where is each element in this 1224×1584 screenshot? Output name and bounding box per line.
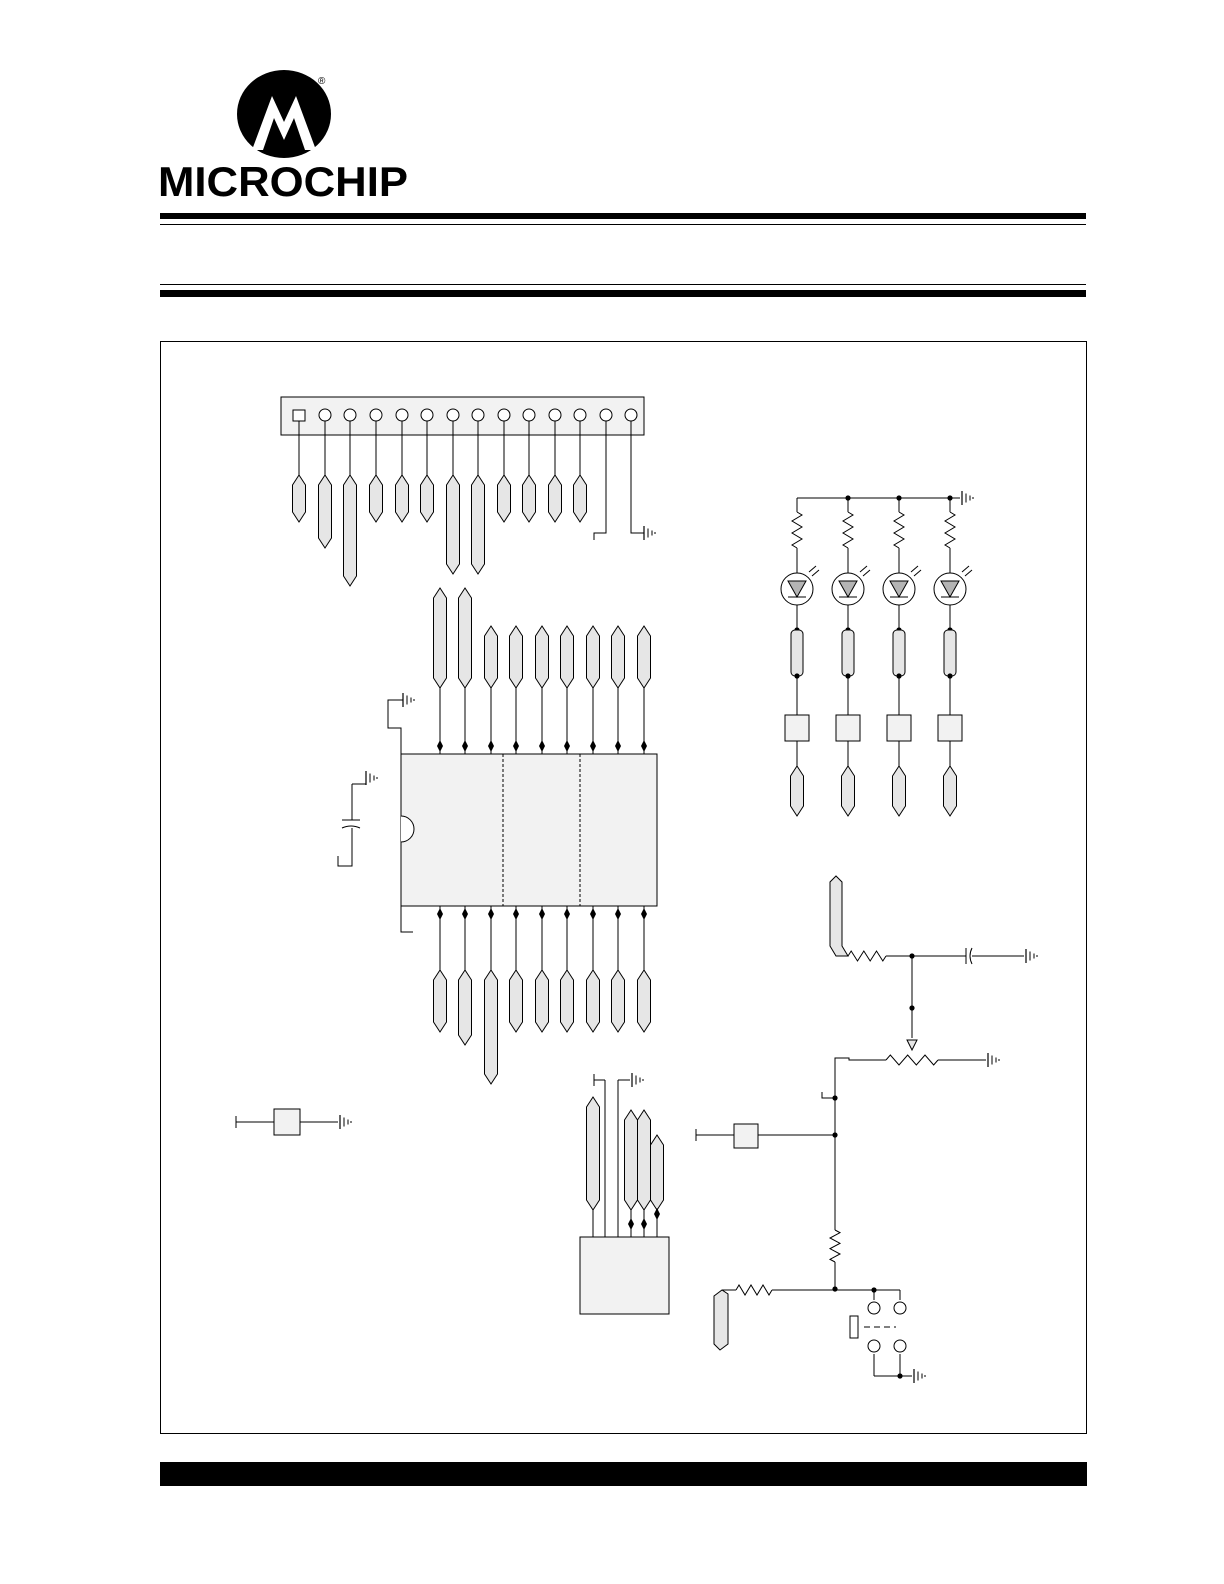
pin-marker bbox=[488, 740, 494, 752]
header-pin bbox=[396, 409, 408, 421]
switch-contact bbox=[868, 1302, 880, 1314]
net-label-flag bbox=[651, 1135, 664, 1210]
net-label-flag bbox=[561, 970, 574, 1032]
led-buffer-box bbox=[938, 715, 962, 741]
pin-marker bbox=[462, 908, 468, 920]
wire bbox=[594, 421, 606, 540]
net-label-flag bbox=[638, 626, 651, 688]
net-label-flag bbox=[485, 626, 498, 688]
net-label-flag bbox=[344, 475, 357, 586]
series-resistor bbox=[944, 630, 956, 676]
led-bank bbox=[781, 491, 973, 816]
net-label-flag bbox=[459, 588, 472, 688]
led-buffer-box bbox=[785, 715, 809, 741]
ground-symbol bbox=[632, 1073, 643, 1087]
net-label-flag bbox=[523, 475, 536, 522]
net-label-flag bbox=[319, 475, 332, 548]
aux-buffer-box bbox=[274, 1109, 300, 1135]
ground-symbol bbox=[988, 1053, 999, 1067]
header-pin bbox=[600, 409, 612, 421]
ground-symbol bbox=[914, 1369, 925, 1383]
series-resistor bbox=[893, 630, 905, 676]
led-arrow bbox=[965, 570, 972, 576]
footer-bar bbox=[160, 1462, 1087, 1486]
pin-marker bbox=[628, 1218, 634, 1230]
switch-contact bbox=[868, 1340, 880, 1352]
series-resistor bbox=[791, 630, 803, 676]
net-label-flag bbox=[485, 970, 498, 1084]
header-pin bbox=[574, 409, 586, 421]
analog-section bbox=[696, 876, 1037, 1383]
net-label-flag bbox=[536, 970, 549, 1032]
pin-marker bbox=[654, 1208, 660, 1220]
wire bbox=[401, 906, 413, 932]
resistor bbox=[843, 512, 853, 548]
ground-symbol bbox=[1026, 949, 1037, 963]
net-label-flag bbox=[587, 626, 600, 688]
wire bbox=[835, 1058, 886, 1120]
net-label-flag bbox=[638, 1110, 651, 1210]
header-pin bbox=[370, 409, 382, 421]
pin-marker bbox=[590, 908, 596, 920]
led-arrow bbox=[812, 570, 819, 576]
resistor bbox=[830, 1230, 840, 1262]
programming-connector bbox=[580, 1237, 669, 1314]
net-label-flag bbox=[574, 475, 587, 522]
net-label-flag bbox=[498, 475, 511, 522]
ground-symbol bbox=[644, 526, 655, 540]
junction-dot bbox=[832, 1132, 837, 1137]
resistor bbox=[848, 951, 886, 961]
header-pin bbox=[447, 409, 459, 421]
pin-marker bbox=[437, 908, 443, 920]
capacitor-plate bbox=[970, 948, 972, 964]
net-label-flag bbox=[561, 626, 574, 688]
capacitor-plate bbox=[342, 826, 360, 828]
net-label-flag bbox=[549, 475, 562, 522]
pin-marker bbox=[437, 740, 443, 752]
net-label-flag bbox=[612, 626, 625, 688]
main-ic bbox=[338, 588, 657, 1084]
net-label-flag bbox=[447, 475, 460, 574]
header-pin bbox=[344, 409, 356, 421]
net-label-flag bbox=[510, 970, 523, 1032]
ground-symbol bbox=[962, 491, 973, 505]
header-pin bbox=[319, 409, 331, 421]
resistor bbox=[894, 512, 904, 548]
led-arrow bbox=[863, 570, 870, 576]
wire bbox=[338, 828, 352, 866]
pot-wiper bbox=[907, 1040, 917, 1050]
net-label-flag bbox=[587, 970, 600, 1032]
net-label-flag bbox=[842, 766, 855, 816]
pin-marker bbox=[615, 908, 621, 920]
pin-marker bbox=[539, 908, 545, 920]
resistor bbox=[736, 1285, 772, 1295]
net-label-flag bbox=[612, 970, 625, 1032]
pin-marker bbox=[564, 740, 570, 752]
header-pin bbox=[625, 409, 637, 421]
input-buffer-box bbox=[734, 1124, 758, 1148]
pin-marker bbox=[513, 908, 519, 920]
pin-marker bbox=[641, 740, 647, 752]
net-label-flag bbox=[791, 766, 804, 816]
pin-marker bbox=[513, 740, 519, 752]
ground-symbol bbox=[366, 771, 377, 785]
led-buffer-box bbox=[836, 715, 860, 741]
net-label-flag bbox=[434, 588, 447, 688]
net-label-flag bbox=[472, 475, 485, 574]
aux-components bbox=[236, 1073, 669, 1314]
switch-contact bbox=[894, 1302, 906, 1314]
net-label-flag bbox=[396, 475, 409, 522]
net-label-flag bbox=[638, 970, 651, 1032]
switch-actuator bbox=[850, 1316, 858, 1338]
header-pin bbox=[549, 409, 561, 421]
net-label-flag bbox=[536, 626, 549, 688]
pin-marker bbox=[615, 740, 621, 752]
wire bbox=[388, 700, 403, 754]
net-label-flag bbox=[434, 970, 447, 1032]
net-label-flag bbox=[510, 626, 523, 688]
net-label-flag bbox=[587, 1097, 600, 1210]
resistor bbox=[945, 512, 955, 548]
wire bbox=[631, 421, 644, 533]
ground-symbol bbox=[340, 1115, 351, 1129]
led-arrow bbox=[914, 570, 921, 576]
pin-marker bbox=[564, 908, 570, 920]
net-label-flag bbox=[370, 475, 383, 522]
ground-symbol bbox=[403, 693, 414, 707]
junction-dot bbox=[832, 1286, 837, 1291]
pin-marker bbox=[641, 908, 647, 920]
header-pin bbox=[472, 409, 484, 421]
led-arrow bbox=[809, 566, 816, 572]
header-pin bbox=[498, 409, 510, 421]
net-label-flag bbox=[421, 475, 434, 522]
led-arrow bbox=[911, 566, 918, 572]
header-pin bbox=[421, 409, 433, 421]
series-resistor bbox=[842, 630, 854, 676]
brand-wordmark: MICROCHIP bbox=[158, 158, 408, 205]
reset-flag bbox=[714, 1290, 728, 1350]
pin-marker bbox=[462, 740, 468, 752]
pin-marker bbox=[539, 740, 545, 752]
pin-marker bbox=[488, 908, 494, 920]
net-label-flag bbox=[293, 475, 306, 522]
header-pin-1 bbox=[293, 410, 305, 421]
led-buffer-box bbox=[887, 715, 911, 741]
net-label-flag bbox=[893, 766, 906, 816]
header-pin bbox=[523, 409, 535, 421]
pin-marker bbox=[590, 740, 596, 752]
junction-dot bbox=[909, 1005, 914, 1010]
pin-marker bbox=[641, 1218, 647, 1230]
ic-body bbox=[401, 754, 657, 906]
switch-contact bbox=[894, 1340, 906, 1352]
net-label-flag bbox=[625, 1110, 638, 1210]
registered-mark: ® bbox=[318, 76, 326, 87]
pin-header-connector bbox=[281, 397, 655, 586]
led-arrow bbox=[962, 566, 969, 572]
header-body bbox=[281, 397, 644, 435]
net-label-flag bbox=[944, 766, 957, 816]
net-label-flag bbox=[459, 970, 472, 1045]
resistor bbox=[792, 512, 802, 548]
resistor bbox=[886, 1055, 938, 1065]
led-arrow bbox=[860, 566, 867, 572]
junction-dot bbox=[897, 1373, 902, 1378]
analog-flag bbox=[830, 876, 848, 956]
